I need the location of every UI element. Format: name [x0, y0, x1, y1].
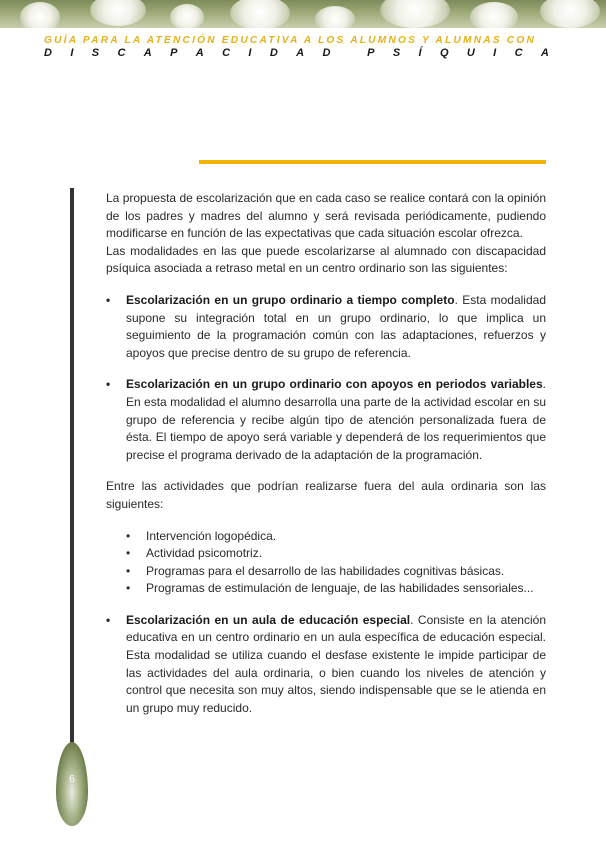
- intro-paragraph-1: La propuesta de escolarización que en cada caso se realice contará con la opinión de los padres y madres del alumno y será revisada periódicamente, pudiendo modificarse en función de las expectativas que cada situación escolar ofrezca.: [106, 191, 546, 241]
- activity-item: • Actividad psicomotriz.: [126, 546, 263, 561]
- list-item-text: . En esta modalidad el alumno desarrolla una parte de la actividad escolar en su grupo de referencia y recibe algún tipo de atención personalizada fuera de ésta. El tiempo de apoyo será variable y dependerá de los requerimientos que precise el programa derivado de la adaptación de la programación.: [126, 377, 546, 462]
- header-title-line1: GUÍA PARA LA ATENCIÓN EDUCATIVA A LOS ALUMNOS Y ALUMNAS CON: [44, 35, 537, 46]
- bullet-icon: •: [106, 612, 111, 627]
- margin-bar: [70, 188, 74, 748]
- page-number: 6: [69, 774, 75, 785]
- list-item-text: . Esta modalidad supone su integración total en un grupo ordinario, lo que implica un seguimiento de la programación común con las adaptaciones, refuerzos y apoyos que precise dentro de su grupo de referencia.: [126, 292, 546, 360]
- list-item-title: Escolarización en un grupo ordinario a tiempo completo: [126, 292, 455, 307]
- main-content: [106, 190, 546, 717]
- activity-item: • Programas de estimulación de lenguaje, de las habilidades sensoriales...: [126, 581, 534, 596]
- activities-list: [106, 528, 546, 598]
- list-item-title: Escolarización en un aula de educación especial: [126, 612, 411, 627]
- list-item: [106, 292, 546, 362]
- header-title-line2: D I S C A P A C I D A D P S Í Q U I C A: [44, 47, 549, 59]
- intro-paragraph-2: Las modalidades en las que puede escolarizarse al alumnado con discapacidad psíquica asociada a retraso metal en un centro ordinario son las siguientes:: [106, 243, 546, 276]
- activity-item: • Programas para el desarrollo de las habilidades cognitivas básicas.: [126, 563, 505, 578]
- list-item-text: . Consiste en la atención educativa en un centro ordinario en un aula específica de educación especial. Esta modalidad se utiliza cuando el desfase existente le impide participar de las actividades del aula ordinaria, o bien cuando los niveles de atención y control que necesita son muy altos, siendo indispensable que se le atienda en un grupo muy reducido.: [126, 612, 546, 715]
- activities-intro: Entre las actividades que podrían realizarse fuera del aula ordinaria son las siguientes:: [106, 479, 546, 511]
- bullet-icon: •: [106, 377, 111, 392]
- list-item: [106, 376, 546, 464]
- accent-divider: [199, 160, 546, 164]
- list-item: [106, 612, 546, 718]
- bullet-icon: •: [106, 292, 111, 307]
- list-item-title: Escolarización en un grupo ordinario con apoyos en periodos variables: [126, 377, 543, 392]
- header-photo-banner: [0, 0, 606, 28]
- activity-item: • Intervención logopédica.: [126, 528, 277, 543]
